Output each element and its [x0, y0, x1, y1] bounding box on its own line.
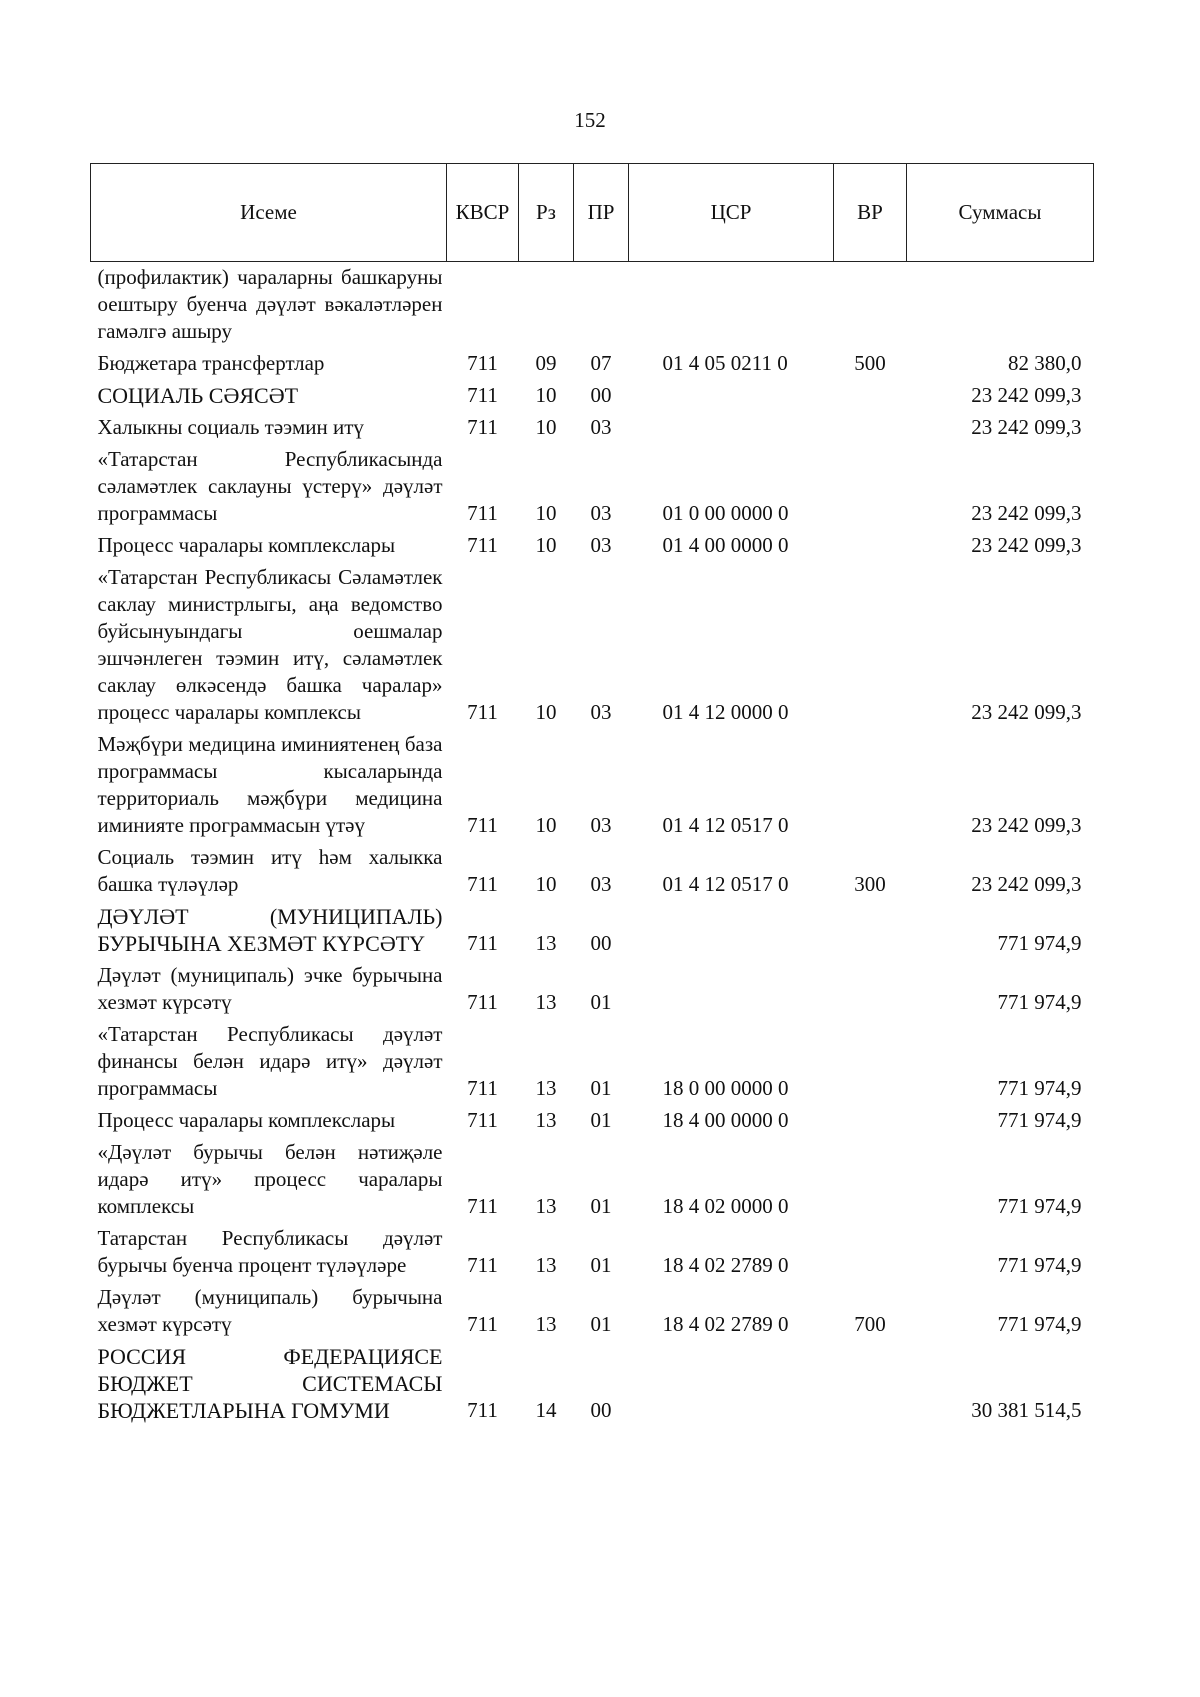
table-row [91, 412, 1094, 444]
table-row [91, 960, 1094, 1019]
cell-kvsr: 711 [467, 383, 498, 407]
cell-sum: 771 974,9 [997, 1194, 1082, 1218]
cell-sum: 771 974,9 [997, 931, 1082, 955]
cell-csr: 01 4 12 0517 0 [662, 872, 789, 896]
page-number: 152 [574, 108, 606, 132]
cell-pr: 01 [590, 1076, 612, 1100]
cell-name: ДӘҮЛӘТ (МУНИЦИПАЛЬ) БУРЫЧЫНА ХЕЗМӘТ КҮРСӘТҮ [97, 904, 443, 956]
cell-rz: 13 [535, 1076, 557, 1100]
table-row [91, 262, 1094, 349]
cell-vr [834, 1341, 907, 1427]
cell-name: «Татарстан Республикасында сәламәтлек саклауны үстерү» дәүләт программасы [97, 447, 443, 525]
cell-pr: 03 [590, 872, 612, 896]
table-row [91, 901, 1094, 960]
cell-csr [629, 380, 834, 412]
cell-kvsr: 711 [467, 1312, 498, 1336]
cell-pr: 07 [590, 351, 612, 375]
cell-rz: 10 [535, 872, 557, 896]
cell-pr: 01 [590, 1253, 612, 1277]
header-kvsr: КВСР [447, 164, 519, 262]
cell-sum: 23 242 099,3 [971, 533, 1082, 557]
cell-sum: 771 974,9 [997, 990, 1082, 1014]
cell-name: Татарстан Республикасы дәүләт бурычы буенча процент түләүләре [97, 1226, 443, 1277]
table-row [91, 1282, 1094, 1341]
cell-pr: 01 [590, 1108, 612, 1132]
cell-sum: 771 974,9 [997, 1253, 1082, 1277]
header-name: Исеме [91, 164, 447, 262]
cell-sum: 23 242 099,3 [971, 415, 1082, 439]
table-row [91, 530, 1094, 562]
cell-pr [574, 262, 629, 349]
cell-name: Мәҗбүри медицина иминиятенең база программасы кысаларында территориаль мәҗбүри медицина иминияте программасын үтәү [97, 732, 443, 837]
table-row [91, 380, 1094, 412]
cell-kvsr: 711 [467, 1108, 498, 1132]
cell-pr: 01 [590, 1312, 612, 1336]
cell-kvsr: 711 [467, 872, 498, 896]
cell-name: «Татарстан Республикасы Сәламәтлек саклау министрлыгы, аңа ведомство буйсынуындагы оешмалар эшчәнлеген тәэмин итү, сәламәтлек саклау өлкәсендә башка чаралар» процесс чаралары комплексы [97, 565, 443, 724]
cell-rz: 10 [535, 700, 557, 724]
cell-sum: 23 242 099,3 [971, 700, 1082, 724]
table-row [91, 1019, 1094, 1105]
cell-csr: 01 4 12 0000 0 [662, 700, 789, 724]
cell-sum: 771 974,9 [997, 1108, 1082, 1132]
cell-pr: 03 [590, 813, 612, 837]
cell-vr [834, 1223, 907, 1282]
cell-vr [834, 562, 907, 729]
cell-kvsr: 711 [467, 501, 498, 525]
cell-csr: 18 4 02 2789 0 [662, 1312, 789, 1336]
cell-sum: 23 242 099,3 [971, 872, 1082, 896]
cell-vr [834, 960, 907, 1019]
cell-pr: 03 [590, 415, 612, 439]
cell-pr: 00 [590, 383, 612, 407]
cell-rz: 10 [535, 813, 557, 837]
cell-rz: 14 [535, 1398, 557, 1422]
cell-kvsr [447, 262, 519, 349]
cell-csr: 01 4 05 0211 0 [662, 351, 788, 375]
cell-pr: 03 [590, 501, 612, 525]
header-rz: Рз [519, 164, 574, 262]
cell-name: Процесс чаралары комплекслары [97, 533, 396, 557]
cell-sum: 23 242 099,3 [971, 501, 1082, 525]
table-row [91, 348, 1094, 380]
cell-name: Дәүләт (муниципаль) эчке бурычына хезмәт күрсәтү [97, 963, 443, 1014]
cell-rz: 13 [535, 990, 557, 1014]
cell-name: Процесс чаралары комплекслары [97, 1108, 396, 1132]
cell-vr [834, 1019, 907, 1105]
cell-vr: 300 [854, 872, 886, 896]
cell-csr: 01 0 00 0000 0 [662, 501, 789, 525]
table-header-row [91, 164, 1094, 262]
table-row [91, 1341, 1094, 1427]
table-row [91, 562, 1094, 729]
cell-kvsr: 711 [467, 351, 498, 375]
cell-kvsr: 711 [467, 931, 498, 955]
cell-kvsr: 711 [467, 1194, 498, 1218]
cell-sum: 30 381 514,5 [971, 1398, 1082, 1422]
cell-sum: 82 380,0 [1008, 351, 1082, 375]
cell-vr: 500 [854, 351, 886, 375]
cell-rz: 13 [535, 1253, 557, 1277]
cell-vr [834, 1137, 907, 1223]
cell-kvsr: 711 [467, 1253, 498, 1277]
cell-sum: 23 242 099,3 [971, 383, 1082, 407]
cell-csr: 18 4 02 0000 0 [662, 1194, 789, 1218]
cell-rz: 10 [535, 383, 557, 407]
cell-sum [907, 262, 1094, 349]
cell-name: Социаль тәэмин итү һәм халыкка башка түләүләр [97, 845, 443, 896]
cell-pr: 03 [590, 533, 612, 557]
header-vr: ВР [834, 164, 907, 262]
cell-rz: 13 [535, 1108, 557, 1132]
cell-pr: 03 [590, 700, 612, 724]
cell-rz [519, 262, 574, 349]
header-csr: ЦСР [629, 164, 834, 262]
table-row [91, 842, 1094, 901]
cell-csr [629, 412, 834, 444]
cell-pr: 01 [590, 990, 612, 1014]
cell-vr [834, 412, 907, 444]
cell-csr: 01 4 00 0000 0 [662, 533, 789, 557]
cell-csr [629, 1341, 834, 1427]
cell-sum: 23 242 099,3 [971, 813, 1082, 837]
cell-csr: 18 4 00 0000 0 [662, 1108, 789, 1132]
cell-csr: 18 4 02 2789 0 [662, 1253, 789, 1277]
cell-vr [834, 729, 907, 842]
cell-rz: 13 [535, 1312, 557, 1336]
table-row [91, 1105, 1094, 1137]
cell-name: СОЦИАЛЬ СӘЯСӘТ [97, 383, 299, 408]
cell-csr [629, 901, 834, 960]
cell-pr: 01 [590, 1194, 612, 1218]
header-sum: Суммасы [907, 164, 1094, 262]
cell-vr [834, 1105, 907, 1137]
cell-name: Дәүләт (муниципаль) бурычына хезмәт күрсәтү [97, 1285, 443, 1336]
cell-csr: 01 4 12 0517 0 [662, 813, 789, 837]
cell-rz: 10 [535, 415, 557, 439]
table-row [91, 444, 1094, 530]
cell-vr [834, 444, 907, 530]
cell-name: Халыкны социаль тәэмин итү [97, 415, 364, 439]
cell-kvsr: 711 [467, 1398, 498, 1422]
cell-kvsr: 711 [467, 700, 498, 724]
cell-kvsr: 711 [467, 415, 498, 439]
table-row [91, 729, 1094, 842]
cell-csr [629, 262, 834, 349]
table-body [91, 262, 1094, 1428]
cell-rz: 13 [535, 1194, 557, 1218]
cell-name: «Дәүләт бурычы белән нәтиҗәле идарә итү» процесс чаралары комплексы [97, 1140, 443, 1218]
cell-vr [834, 901, 907, 960]
cell-name: РОССИЯ ФЕДЕРАЦИЯСЕ БЮДЖЕТ СИСТЕМАСЫ БЮДЖЕТЛАРЫНА ГОМУМИ [97, 1344, 443, 1423]
cell-rz: 10 [535, 501, 557, 525]
cell-rz: 09 [535, 351, 557, 375]
cell-name: Бюджетара трансфертлар [97, 351, 325, 375]
cell-csr: 18 0 00 0000 0 [662, 1076, 789, 1100]
cell-kvsr: 711 [467, 990, 498, 1014]
cell-name: (профилактик) чараларны башкаруны оештыру буенча дәүләт вәкаләтләрен гамәлгә ашыру [97, 265, 443, 343]
cell-vr [834, 530, 907, 562]
cell-rz: 10 [535, 533, 557, 557]
table-row [91, 1137, 1094, 1223]
cell-sum: 771 974,9 [997, 1076, 1082, 1100]
cell-vr [834, 262, 907, 349]
cell-sum: 771 974,9 [997, 1312, 1082, 1336]
table-row [91, 1223, 1094, 1282]
cell-vr [834, 380, 907, 412]
cell-kvsr: 711 [467, 813, 498, 837]
cell-vr: 700 [854, 1312, 886, 1336]
cell-pr: 00 [590, 931, 612, 955]
budget-table [90, 163, 1094, 1427]
cell-csr [629, 960, 834, 1019]
cell-pr: 00 [590, 1398, 612, 1422]
cell-kvsr: 711 [467, 533, 498, 557]
cell-kvsr: 711 [467, 1076, 498, 1100]
cell-name: «Татарстан Республикасы дәүләт финансы белән идарә итү» дәүләт программасы [97, 1022, 443, 1100]
header-pr: ПР [574, 164, 629, 262]
cell-rz: 13 [535, 931, 557, 955]
